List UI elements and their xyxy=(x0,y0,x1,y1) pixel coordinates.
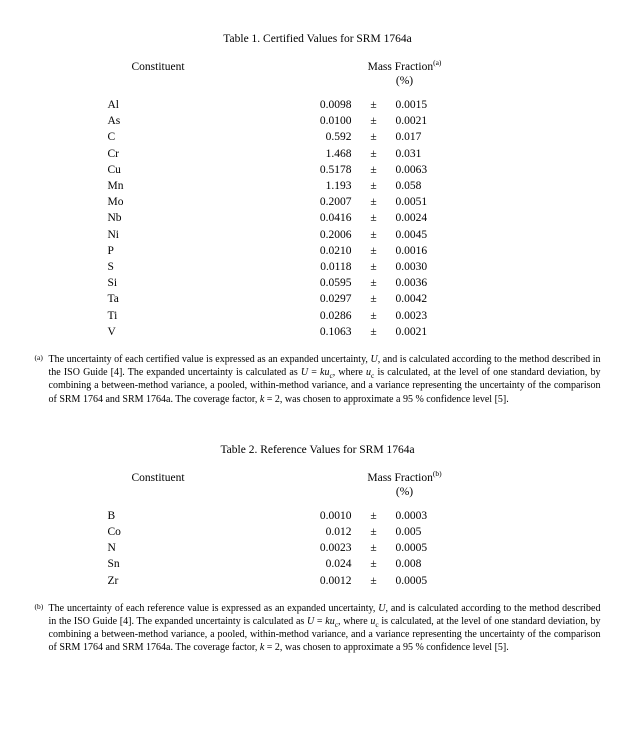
table2-header-row xyxy=(108,472,528,484)
constituent-value: 0.5178 xyxy=(319,163,352,176)
constituent-name: P xyxy=(107,244,114,257)
fn2-italic5: k xyxy=(259,642,265,654)
table2-header-footnote-mark: (b) xyxy=(432,469,442,479)
plus-minus-symbol: ± xyxy=(370,509,377,522)
constituent-value: 1.468 xyxy=(325,147,352,160)
constituent-value: 0.0595 xyxy=(319,277,352,290)
table2-body xyxy=(108,508,528,589)
fn2-sub2: c xyxy=(375,620,379,630)
table-row xyxy=(108,162,528,178)
constituent-uncertainty: 0.0045 xyxy=(395,228,428,241)
constituent-name: Ni xyxy=(107,228,119,241)
table1-header-mass-fraction xyxy=(282,58,528,73)
table2-footnote xyxy=(35,602,601,655)
table-row xyxy=(108,129,528,145)
constituent-uncertainty: 0.0005 xyxy=(395,574,428,587)
constituent-name: As xyxy=(107,115,121,128)
table2-header-mass-fraction xyxy=(282,469,528,484)
constituent-name: Ta xyxy=(107,293,119,306)
constituent-name: V xyxy=(107,325,116,338)
constituent-uncertainty: 0.0024 xyxy=(395,212,428,225)
table-row xyxy=(108,291,528,307)
table1-units: (%) xyxy=(395,75,414,87)
reference-values-table-block xyxy=(0,420,635,655)
plus-minus-symbol: ± xyxy=(370,558,377,571)
table-row xyxy=(108,178,528,194)
table-row xyxy=(108,508,528,524)
constituent-name: B xyxy=(107,509,116,522)
constituent-name: Nb xyxy=(107,212,122,225)
constituent-uncertainty: 0.0036 xyxy=(395,277,428,290)
table-row xyxy=(108,275,528,291)
constituent-uncertainty: 0.0021 xyxy=(395,325,428,338)
table2-title: Table 2. Reference Values for SRM 1764a xyxy=(220,443,415,456)
fn2-part6: = 2, was chosen to approximate a 95 % confidence level [5]. xyxy=(264,642,509,654)
table1-header-mass-fraction-label: Mass Fraction xyxy=(367,61,434,73)
plus-minus-symbol: ± xyxy=(370,574,377,587)
plus-minus-symbol: ± xyxy=(370,147,377,160)
plus-minus-symbol: ± xyxy=(370,244,377,257)
table2-footnote-mark: (b) xyxy=(34,601,44,611)
plus-minus-symbol: ± xyxy=(370,526,377,539)
table1-header xyxy=(108,58,528,97)
plus-minus-symbol: ± xyxy=(370,196,377,209)
table1-footnote xyxy=(35,353,601,406)
table-row xyxy=(108,146,528,162)
constituent-value: 0.0286 xyxy=(319,309,352,322)
constituent-uncertainty: 0.0003 xyxy=(395,509,428,522)
table1-footnote-mark: (a) xyxy=(34,353,43,363)
fn1-italic4: u xyxy=(365,367,371,379)
constituent-uncertainty: 0.0015 xyxy=(395,99,428,111)
plus-minus-symbol: ± xyxy=(370,293,377,306)
section-spacer xyxy=(0,406,635,420)
plus-minus-symbol: ± xyxy=(370,115,377,128)
fn1-sub2: c xyxy=(370,371,375,381)
constituent-value: 0.2006 xyxy=(319,228,352,241)
constituent-value: 0.0012 xyxy=(319,574,352,587)
plus-minus-symbol: ± xyxy=(370,228,377,241)
constituent-uncertainty: 0.0016 xyxy=(395,244,428,257)
fn1-italic3: ku xyxy=(320,367,330,379)
table-row xyxy=(108,113,528,129)
constituent-uncertainty: 0.0051 xyxy=(395,196,428,209)
constituent-value: 0.1063 xyxy=(319,325,352,338)
table2-header-constituent: Constituent xyxy=(131,471,185,484)
table1 xyxy=(107,58,528,340)
fn2-part1: The uncertainty of each reference value is expressed as an expanded uncertainty, xyxy=(48,602,379,614)
constituent-value: 0.0023 xyxy=(319,542,352,555)
constituent-name: N xyxy=(107,542,116,555)
fn2-part2: , and is calculated according to the method described in the ISO Guide [4]. The expanded uncertainty is calculated as xyxy=(48,602,601,628)
table-row xyxy=(108,227,528,243)
table-row xyxy=(108,556,528,572)
table2-units: (%) xyxy=(395,485,414,498)
table1-units-row xyxy=(108,73,528,97)
fn2-part5: is calculated, at the level of one standard deviation, by combining a between-method variance, a pooled, within-method variance, and a variance representing the uncertainty of the comparison of SRM 1764 and SRM 1764a. The coverage factor, xyxy=(48,616,601,654)
table-row xyxy=(108,524,528,540)
constituent-value: 0.012 xyxy=(325,526,352,539)
constituent-value: 0.2007 xyxy=(319,196,352,209)
table2-header-mass-fraction-label: Mass Fraction xyxy=(367,471,433,484)
table1-header-row xyxy=(108,61,528,73)
table1-units-blank xyxy=(108,73,282,97)
fn1-italic2: U xyxy=(300,367,309,379)
constituent-uncertainty: 0.005 xyxy=(395,526,422,539)
table-row xyxy=(108,194,528,210)
plus-minus-symbol: ± xyxy=(370,131,377,144)
constituent-name: Sn xyxy=(107,558,120,571)
table2-header xyxy=(108,469,528,508)
table2 xyxy=(107,469,528,589)
table1-body xyxy=(108,97,528,340)
constituent-value: 0.024 xyxy=(325,558,352,571)
constituent-name: Si xyxy=(107,277,118,290)
plus-minus-symbol: ± xyxy=(370,261,377,274)
constituent-value: 1.193 xyxy=(325,180,352,193)
fn1-part2: , and is calculated according to the method described in the ISO Guide [4]. The expanded uncertainty is calculated as xyxy=(48,354,601,379)
constituent-uncertainty: 0.0021 xyxy=(395,115,428,128)
constituent-value: 0.0100 xyxy=(319,115,352,128)
table1-title: Table 1. Certified Values for SRM 1764a xyxy=(223,33,412,45)
constituent-name: Cu xyxy=(107,163,121,176)
table-row xyxy=(108,540,528,556)
table-row xyxy=(108,259,528,275)
constituent-uncertainty: 0.0030 xyxy=(395,261,428,274)
fn2-sub1: c xyxy=(334,620,339,630)
plus-minus-symbol: ± xyxy=(370,542,377,555)
constituent-value: 0.592 xyxy=(325,131,352,144)
fn1-part1: The uncertainty of each certified value is expressed as an expanded uncertainty, xyxy=(48,354,371,366)
constituent-uncertainty: 0.0042 xyxy=(395,293,428,306)
constituent-value: 0.0118 xyxy=(320,261,352,274)
fn1-part3: = xyxy=(308,367,320,379)
constituent-name: Zr xyxy=(107,574,119,587)
table-row xyxy=(108,324,528,340)
table1-header-footnote-mark: (a) xyxy=(433,58,442,68)
table-row xyxy=(108,97,528,113)
plus-minus-symbol: ± xyxy=(370,180,377,193)
fn1-part4: , where xyxy=(332,367,366,379)
constituent-value: 0.0098 xyxy=(319,99,352,111)
constituent-uncertainty: 0.017 xyxy=(395,131,422,144)
fn1-sub1: c xyxy=(329,371,333,381)
table-row xyxy=(108,573,528,589)
constituent-name: Cr xyxy=(107,147,119,160)
table2-units-blank xyxy=(108,484,282,508)
fn2-part3: = xyxy=(314,616,326,628)
table-row xyxy=(108,308,528,324)
fn1-italic5: k xyxy=(259,393,265,405)
constituent-name: Co xyxy=(107,526,121,539)
constituent-uncertainty: 0.0063 xyxy=(395,163,428,176)
fn2-italic4: u xyxy=(370,616,376,628)
fn1-part5: is calculated, at the level of one standard deviation, by combining a between-method variance, a pooled, within-method variance, and a variance representing the uncertainty of the comparison of SRM 1764 and SRM 1764a. The coverage factor, xyxy=(48,367,601,405)
constituent-name: Al xyxy=(107,99,119,111)
fn2-italic3: ku xyxy=(325,616,335,628)
plus-minus-symbol: ± xyxy=(370,309,377,322)
constituent-uncertainty: 0.031 xyxy=(395,147,422,160)
constituent-name: S xyxy=(107,261,114,274)
plus-minus-symbol: ± xyxy=(370,277,377,290)
plus-minus-symbol: ± xyxy=(370,163,377,176)
constituent-value: 0.0297 xyxy=(319,293,352,306)
constituent-value: 0.0210 xyxy=(319,244,352,257)
constituent-name: Ti xyxy=(107,309,118,322)
fn2-italic1: U xyxy=(378,602,386,614)
fn1-italic1: U xyxy=(370,354,378,366)
constituent-uncertainty: 0.008 xyxy=(395,558,422,571)
constituent-value: 0.0010 xyxy=(319,509,352,522)
table2-units-row xyxy=(108,484,528,508)
constituent-uncertainty: 0.0023 xyxy=(395,309,428,322)
constituent-name: Mo xyxy=(107,196,124,209)
constituent-uncertainty: 0.0005 xyxy=(395,542,428,555)
constituent-name: Mn xyxy=(107,180,124,193)
plus-minus-symbol: ± xyxy=(370,212,377,225)
constituent-value: 0.0416 xyxy=(319,212,352,225)
constituent-uncertainty: 0.058 xyxy=(395,180,422,193)
plus-minus-symbol: ± xyxy=(370,325,377,338)
constituent-name: C xyxy=(107,131,116,144)
table-row xyxy=(108,210,528,226)
table-row xyxy=(108,243,528,259)
plus-minus-symbol: ± xyxy=(370,99,377,111)
fn1-part6: = 2, was chosen to approximate a 95 % confidence level [5]. xyxy=(264,393,509,405)
table1-header-constituent: Constituent xyxy=(131,61,185,73)
fn2-italic2: U xyxy=(306,616,315,628)
fn2-part4: , where xyxy=(338,616,371,628)
